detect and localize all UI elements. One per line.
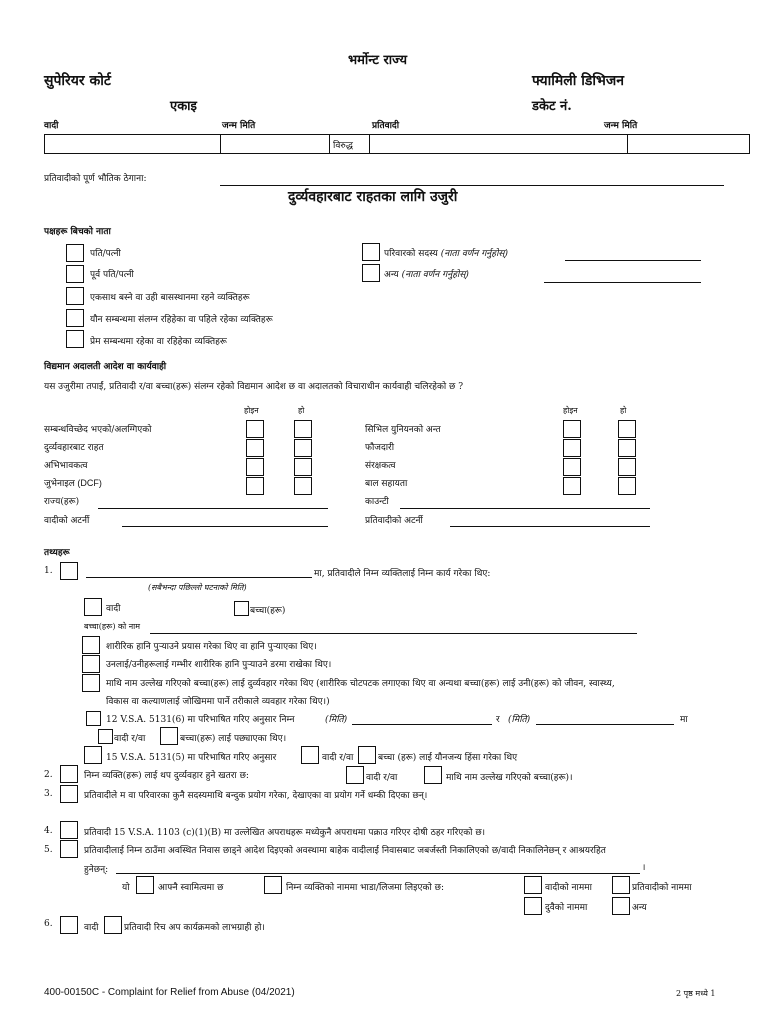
family-member-checkbox[interactable] xyxy=(362,243,380,261)
fact5-checkbox[interactable] xyxy=(60,840,78,858)
act-label: माथि नाम उल्लेख गरिएको बच्चा(हरू) लाई दुर्व्यवहार गरेका थिए (शारीरिक चोटपटक लगाएका थिए वा अन्यथा बच्चा(हरू) लाई उनी(हरू) को जीवन, स्वास्थ्य, xyxy=(106,679,615,689)
leased-checkbox[interactable] xyxy=(264,876,282,894)
defendant-address-field[interactable] xyxy=(220,185,724,186)
existing-item-right: बाल सहायता xyxy=(365,479,408,489)
yes-header-left: हो xyxy=(298,406,305,415)
household-checkbox[interactable] xyxy=(66,287,84,305)
form-id: 400-00150C - Complaint for Relief from Abuse (04/2021) xyxy=(44,987,295,998)
existing-item-right: सिभिल युनियनको अन्त xyxy=(365,425,441,435)
victim-children-checkbox[interactable] xyxy=(234,601,249,616)
family-member-label: परिवारको सदस्य (नाता वर्णन गर्नुहोस्) xyxy=(384,249,509,259)
fact-number: 2. xyxy=(44,770,53,780)
sexual-relationship-checkbox[interactable] xyxy=(66,309,84,327)
victim-children-label: बच्चा(हरू) xyxy=(250,606,286,616)
facts-heading: तथ्यहरू xyxy=(44,548,70,558)
no-checkbox[interactable] xyxy=(563,458,581,476)
yes-checkbox[interactable] xyxy=(294,439,312,457)
danger-children-checkbox[interactable] xyxy=(424,766,442,784)
stalking-date-from-field[interactable] xyxy=(352,724,492,725)
defendant-name-lease-checkbox[interactable] xyxy=(612,876,630,894)
children-names-field[interactable] xyxy=(150,633,637,634)
plaintiff-attorney-field[interactable] xyxy=(122,526,328,527)
incident-date-field[interactable] xyxy=(86,577,312,578)
no-checkbox[interactable] xyxy=(246,477,264,495)
yes-checkbox[interactable] xyxy=(294,477,312,495)
act-label-continued: विकास वा कल्याणलाई जोखिममा पार्ने तरीकाले व्यवहार गरेका थिए।) xyxy=(106,697,330,707)
victim-plaintiff-label: वादी xyxy=(106,604,121,614)
act-checkbox[interactable] xyxy=(82,636,100,654)
fact4-text: प्रतिवादी 15 V.S.A. 1103 (c)(1)(B) मा उल्लेखित अपराधहरू मध्येकुनै अपराधमा पक्राउ गरिएर दोषी ठहर गरिएको छ। xyxy=(84,828,486,838)
yes-checkbox[interactable] xyxy=(294,420,312,438)
existing-item-right: काउन्टी xyxy=(365,497,389,507)
stalked-plaintiff-checkbox[interactable] xyxy=(98,729,113,744)
plaintiff-name-field[interactable] xyxy=(45,135,221,154)
defendant-attorney-field[interactable] xyxy=(450,526,650,527)
existing-item-left: दुर्व्यवहारबाट राहत xyxy=(44,443,104,453)
stalking-ma: मा xyxy=(680,715,688,725)
no-checkbox[interactable] xyxy=(246,458,264,476)
yes-checkbox[interactable] xyxy=(618,477,636,495)
existing-item-right: संरक्षकत्व xyxy=(365,461,396,471)
dating-checkbox[interactable] xyxy=(66,330,84,348)
unit-label: एकाइ xyxy=(170,99,197,114)
page-number: 2 पृष्ठ मध्ये 1 xyxy=(676,989,716,998)
relationship-heading: पक्षहरू बिचको नाता xyxy=(44,227,111,237)
sa-plaintiff-label: वादी र/वा xyxy=(322,753,354,763)
dating-label: प्रेम सम्बन्धमा रहेका वा रहिहेका व्यक्तिहरू xyxy=(90,337,227,347)
other-relationship-checkbox[interactable] xyxy=(362,264,380,282)
owned-checkbox[interactable] xyxy=(136,876,154,894)
defendant-label: प्रतिवादी xyxy=(372,121,400,131)
no-checkbox[interactable] xyxy=(563,477,581,495)
existing-item-left: अभिभावकत्व xyxy=(44,461,88,471)
state-heading: भर्मोन्ट राज्य xyxy=(348,53,408,68)
defendant-name-field[interactable] xyxy=(370,135,628,154)
act-checkbox[interactable] xyxy=(82,655,100,673)
division-name: फ्यामिली डिभिजन xyxy=(532,73,625,89)
plaintiff-name-lease-label: वादीको नाममा xyxy=(545,883,592,893)
fact3-checkbox[interactable] xyxy=(60,785,78,803)
fact-number: 5. xyxy=(44,845,53,855)
fact6-text: प्रतिवादी रिच अप कार्यक्रमको लाभग्राही हो। xyxy=(124,923,265,933)
former-spouse-checkbox[interactable] xyxy=(66,265,84,283)
defendant-dob-field[interactable] xyxy=(628,135,750,154)
no-checkbox[interactable] xyxy=(563,439,581,457)
no-header-right: होइन xyxy=(563,406,578,415)
yes-checkbox[interactable] xyxy=(618,439,636,457)
danger-children-label: माथि नाम उल्लेख गरिएको बच्चा(हरू)। xyxy=(446,773,573,783)
other-name-checkbox[interactable] xyxy=(612,897,630,915)
fact2-checkbox[interactable] xyxy=(60,765,78,783)
stalking-label: 12 V.S.A. 5131(6) मा परिभाषित गरिए अनुसार निम्न xyxy=(106,715,295,725)
sexual-assault-label: 15 V.S.A. 5131(5) मा परिभाषित गरिए अनुसार xyxy=(106,753,277,763)
residence-address-field[interactable] xyxy=(116,873,640,874)
incident-date-note: (सबैभन्दा पछिल्लो घटनाको मिति) xyxy=(148,583,247,592)
state-field[interactable] xyxy=(98,508,328,509)
other-relationship-label: अन्य (नाता वर्णन गर्नुहोस्) xyxy=(384,270,469,280)
fact1-text: मा, प्रतिवादीले निम्न व्यक्तिलाई निम्न कार्य गरेका थिए: xyxy=(314,569,491,579)
defendant-dob-label: जन्म मिति xyxy=(604,121,638,131)
no-checkbox[interactable] xyxy=(563,420,581,438)
act-label: शारीरिक हानि पुर्‍याउने प्रयास गरेका थिए वा हानि पुर्‍याएका थिए। xyxy=(106,642,317,652)
fact5-this: यो xyxy=(122,883,130,893)
docket-label: डकेट नं. xyxy=(532,99,572,114)
spouse-checkbox[interactable] xyxy=(66,244,84,262)
act-label: उनलाई/उनीहरूलाई गम्भीर शारीरिक हानि पुर्‍याउने डरमा राखेका थिए। xyxy=(106,660,332,670)
party-table xyxy=(44,134,750,154)
family-member-field[interactable] xyxy=(565,260,701,261)
both-names-label: दुवैको नाममा xyxy=(545,903,588,913)
fact5-hunechan: हुनेछन्: xyxy=(84,865,109,875)
other-relationship-field[interactable] xyxy=(544,282,701,283)
sexual-assault-checkbox[interactable] xyxy=(84,746,102,764)
versus-cell: विरुद्ध xyxy=(330,135,370,154)
danger-plaintiff-label: वादी र/वा xyxy=(366,773,398,783)
existing-item-left: राज्य(हरू) xyxy=(44,497,80,507)
fact-number: 6. xyxy=(44,919,53,929)
reach-up-checkbox[interactable] xyxy=(104,916,122,934)
spouse-label: पति/पत्नी xyxy=(90,249,121,259)
both-names-checkbox[interactable] xyxy=(524,897,542,915)
leased-label: निम्न व्यक्तिको नाममा भाडा/लिजमा लिइएको छ: xyxy=(286,883,444,893)
fact3-text: प्रतिवादीले म वा परिवारका कुनै सदस्यमाथि बन्दुक प्रयोग गरेका, देखाएका वा प्रयोग गर्ने धम्की दिएका छन्। xyxy=(84,791,428,801)
sa-children-checkbox[interactable] xyxy=(358,746,376,764)
no-header-left: होइन xyxy=(244,406,259,415)
no-checkbox[interactable] xyxy=(246,420,264,438)
plaintiff-name-lease-checkbox[interactable] xyxy=(524,876,542,894)
plaintiff-dob-label: जन्म मिति xyxy=(222,121,256,131)
danger-plaintiff-checkbox[interactable] xyxy=(346,766,364,784)
yes-checkbox[interactable] xyxy=(294,458,312,476)
existing-item-left: सम्बन्धविच्छेद भएको/अलग्गिएको xyxy=(44,425,152,435)
fact4-checkbox[interactable] xyxy=(60,821,78,839)
defendant-name-lease-label: प्रतिवादीको नाममा xyxy=(632,883,692,893)
former-spouse-label: पूर्व पति/पत्नी xyxy=(90,270,134,280)
act-checkbox[interactable] xyxy=(82,674,100,692)
victim-plaintiff-checkbox[interactable] xyxy=(84,598,102,616)
stalked-children-label: बच्चा(हरू) लाई पछ्याएका थिए। xyxy=(180,734,287,744)
fact5-text: प्रतिवादीलाई निम्न ठाउँमा अवस्थित निवास छाड्ने आदेश दिइएको अवस्थामा बाहेक वादीलाई निवासबाट जबर्जस्ती निकालिएको छ/वादी निकालिनेछन् र आश्रयरहित xyxy=(84,846,606,856)
yes-checkbox[interactable] xyxy=(618,458,636,476)
existing-orders-question: यस उजुरीमा तपाईं, प्रतिवादी र/वा बच्चा(हरू) संलग्न रहेको विद्यमान आदेश छ वा अदालतको विचाराधीन कार्यवाही चलिरहेको छ ? xyxy=(44,382,464,392)
fact-number: 4. xyxy=(44,826,53,836)
existing-item-right: फौजदारी xyxy=(365,443,395,453)
plaintiff-attorney-label: वादीको अटर्नी xyxy=(44,516,90,526)
stalking-date-to-field[interactable] xyxy=(536,724,674,725)
stalking-date-note: (मिति) xyxy=(325,715,348,725)
defendant-attorney-label: प्रतिवादीको अटर्नी xyxy=(365,516,423,526)
defendant-address-label: प्रतिवादीको पूर्ण भौतिक ठेगाना: xyxy=(44,174,147,184)
no-checkbox[interactable] xyxy=(246,439,264,457)
plaintiff-label: वादी xyxy=(44,121,59,131)
yes-header-right: हो xyxy=(620,406,627,415)
owned-label: आफ्नै स्वामित्वमा छ xyxy=(158,883,224,893)
fact1-checkbox[interactable] xyxy=(60,562,78,580)
children-names-label: बच्चा(हरू) को नाम xyxy=(84,622,141,631)
plaintiff-dob-field[interactable] xyxy=(221,135,330,154)
household-label: एकसाथ बस्ने वा उही बासस्थानमा रहने व्यक्तिहरू xyxy=(90,293,250,303)
fact-number: 3. xyxy=(44,789,53,799)
yes-checkbox[interactable] xyxy=(618,420,636,438)
stalking-and: र xyxy=(496,715,500,725)
sa-children-label: बच्चा (हरू) लाई यौनजन्य हिंसा गरेका थिए xyxy=(378,753,518,763)
county-field[interactable] xyxy=(400,508,650,509)
stalking-checkbox[interactable] xyxy=(86,711,101,726)
fact6-checkbox[interactable] xyxy=(60,916,78,934)
fact5-period: । xyxy=(642,863,646,873)
other-name-label: अन्य xyxy=(632,903,647,913)
existing-item-left: जुभेनाइल (DCF) xyxy=(44,478,102,488)
existing-orders-heading: विद्यमान अदालती आदेश वा कार्यवाही xyxy=(44,362,167,372)
court-name: सुपेरियर कोर्ट xyxy=(44,73,111,89)
fact-number: 1. xyxy=(44,566,53,576)
fact2-text: निम्न व्यक्ति(हरू) लाई थप दुर्व्यवहार हुने खतरा छ: xyxy=(84,771,249,781)
sexual-relationship-label: यौन सम्बन्धमा संलग्न रहिहेका वा पहिले रहेका व्यक्तिहरू xyxy=(90,315,273,325)
stalked-plaintiff-label: वादी र/वा xyxy=(114,734,146,744)
stalking-date-note: (मिति) xyxy=(508,715,531,725)
fact6-plaintiff-label: वादी xyxy=(84,923,99,933)
stalked-children-checkbox[interactable] xyxy=(160,727,178,745)
form-title: दुर्व्यवहारबाट राहतका लागि उजुरी xyxy=(288,189,458,205)
sa-plaintiff-checkbox[interactable] xyxy=(301,746,319,764)
